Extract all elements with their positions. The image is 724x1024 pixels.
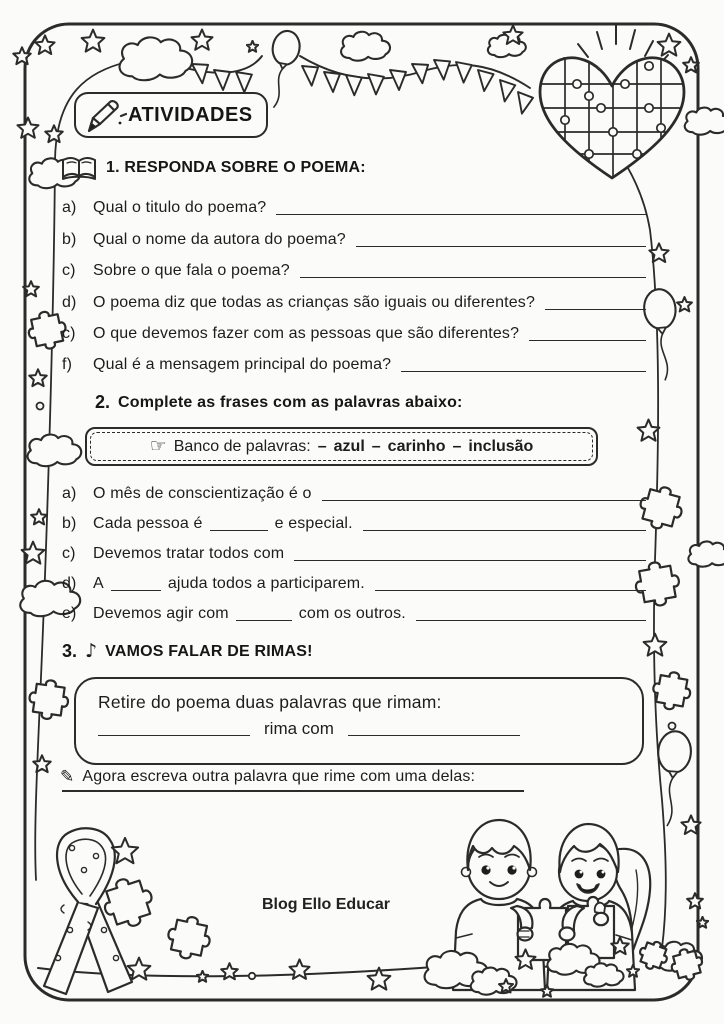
sentence-row xyxy=(62,543,646,564)
answer-blank-line xyxy=(356,246,646,247)
hand-pointer-icon: ☞ xyxy=(149,435,167,457)
question-row xyxy=(62,197,646,218)
sentence-label: e) xyxy=(62,605,77,622)
question-label: c) xyxy=(62,325,76,342)
word-bank-label: Banco de palavras: xyxy=(173,437,311,455)
question-row xyxy=(62,323,646,344)
rhyme-fill-line xyxy=(98,719,520,739)
sentence-text: ajuda todos a participarem. xyxy=(167,575,365,592)
word-blank xyxy=(236,620,292,621)
word-bank-word: azul xyxy=(333,437,365,455)
sentence-row xyxy=(62,483,646,504)
sentence-label: c) xyxy=(62,545,76,562)
worksheet-title-badge xyxy=(74,92,268,138)
section3-title: VAMOS FALAR DE RIMAS! xyxy=(105,642,313,660)
free-answer-line xyxy=(62,774,524,792)
sentence-text: com os outros. xyxy=(298,605,406,622)
answer-blank-line xyxy=(363,530,646,531)
question-label: c) xyxy=(62,262,76,279)
word-bank-box xyxy=(85,427,598,466)
section3-heading xyxy=(62,641,313,662)
word-separator: – xyxy=(371,437,381,455)
sentence-row xyxy=(62,603,646,624)
footer-credit: Blog Ello Educar xyxy=(261,896,390,913)
section3-number: 3. xyxy=(62,641,78,661)
answer-blank-line xyxy=(416,620,646,621)
answer-blank-line xyxy=(300,277,646,278)
answer-blank-line xyxy=(545,309,646,310)
question-row xyxy=(62,354,646,375)
question-row xyxy=(62,229,646,250)
pencil-icon: ✎ xyxy=(60,766,75,787)
word-bank-content xyxy=(90,432,593,461)
answer-blank-line xyxy=(322,500,646,501)
section2-heading xyxy=(95,392,463,413)
answer-blank-line xyxy=(276,214,646,215)
section2-title: Complete as frases com as palavras abaixo: xyxy=(118,393,463,411)
pencil-icon xyxy=(81,93,127,139)
word-blank xyxy=(210,530,268,531)
sentence-text: Cada pessoa é xyxy=(93,515,203,532)
question-text: O que devemos fazer com as pessoas que são diferentes? xyxy=(93,325,520,342)
question-row xyxy=(62,292,646,313)
question-label: a) xyxy=(62,199,77,216)
word-bank-word: inclusão xyxy=(468,437,534,455)
answer-blank-line xyxy=(294,560,646,561)
sentence-text: e especial. xyxy=(274,515,353,532)
sentence-text: O mês de conscientização é o xyxy=(93,485,312,502)
section1-title: 1. RESPONDA SOBRE O POEMA: xyxy=(106,159,366,176)
question-label: b) xyxy=(62,231,77,248)
section1-heading xyxy=(60,153,366,183)
question-text: Qual é a mensagem principal do poema? xyxy=(93,356,392,373)
rhyme-word-blank xyxy=(98,735,250,736)
open-book-icon xyxy=(60,153,98,183)
sentence-label: b) xyxy=(62,515,77,532)
answer-blank-line xyxy=(529,340,646,341)
sentence-text: Devemos agir com xyxy=(93,605,229,622)
rhyme-connector: rima com xyxy=(264,719,334,738)
rhyme-activity-box xyxy=(74,677,644,765)
word-blank xyxy=(111,590,161,591)
sentence-row xyxy=(62,513,646,534)
sentence-text: A xyxy=(93,575,104,592)
sentence-row xyxy=(62,573,646,594)
question-text: Qual o nome da autora do poema? xyxy=(93,231,346,248)
rhyme-word-blank xyxy=(348,735,520,736)
question-label: d) xyxy=(62,294,77,311)
worksheet-title: ATIVIDADES xyxy=(128,103,253,126)
question-text: Sobre o que fala o poema? xyxy=(93,262,290,279)
music-note-icon: ♪ xyxy=(85,640,98,662)
sentence-text: Devemos tratar todos com xyxy=(93,545,285,562)
rhyme-prompt: Retire do poema duas palavras que rimam: xyxy=(98,692,442,712)
answer-blank-line xyxy=(375,590,646,591)
question-text: Qual o titulo do poema? xyxy=(93,199,267,216)
sentence-label: a) xyxy=(62,485,77,502)
answer-blank-line xyxy=(401,371,646,372)
rhyme-instruction-text: Agora escreva outra palavra que rime com uma delas: xyxy=(82,768,476,785)
sentence-label: d) xyxy=(62,575,77,592)
question-row xyxy=(62,260,646,281)
section2-number: 2. xyxy=(95,392,111,412)
word-separator: – xyxy=(317,437,327,455)
word-separator: – xyxy=(452,437,462,455)
question-label: f) xyxy=(62,356,73,373)
word-bank-word: carinho xyxy=(387,437,446,455)
question-text: O poema diz que todas as crianças são iguais ou diferentes? xyxy=(93,294,535,311)
